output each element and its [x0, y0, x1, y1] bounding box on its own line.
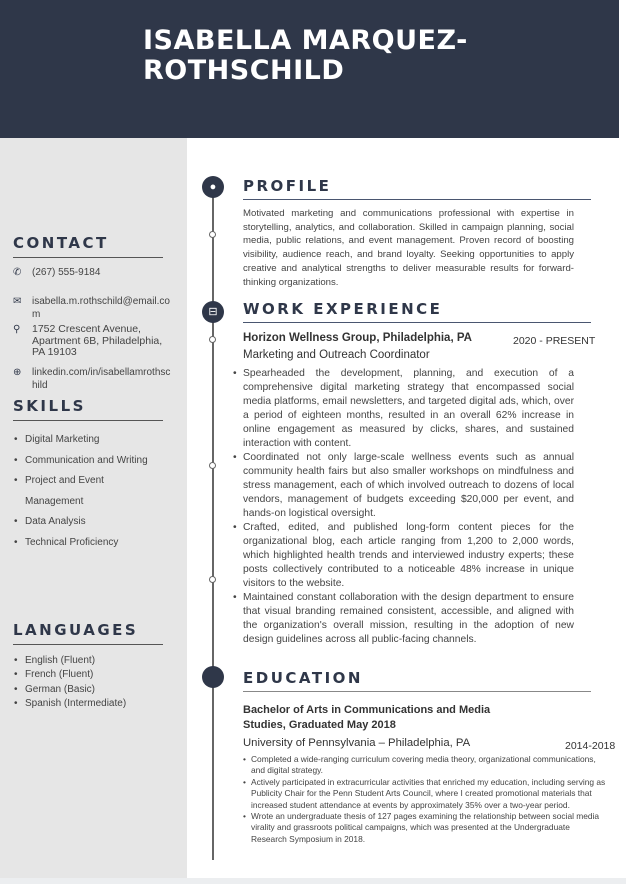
- contact-address: [13, 324, 173, 359]
- contact-email[interactable]: [13, 295, 173, 321]
- language-item: • German (Basic): [14, 683, 126, 697]
- language-item: • English (Fluent): [14, 654, 126, 668]
- education-degree: Bachelor of Arts in Communications and Media Studies, Graduated May 2018: [243, 704, 491, 731]
- education-bullet: • Wrote an undergraduate thesis of 127 pages examining the relationship between social media virality and grassroots political campaigns, which was presented at the Undergraduate Research Symposium in 2018.: [243, 811, 608, 845]
- education-bullet: • Completed a wide-ranging curriculum covering media theory, organizational communications, and digital strategy.: [243, 754, 608, 777]
- briefcase-icon: ⊟: [202, 301, 224, 323]
- languages-list: [14, 654, 126, 712]
- skill-item: • Technical Proficiency: [14, 533, 164, 554]
- work-heading: WORK EXPERIENCE: [243, 300, 591, 323]
- skill-item: • Digital Marketing: [14, 430, 164, 451]
- skills-list: [14, 430, 164, 554]
- education-node: [202, 666, 224, 688]
- phone-icon: ✆: [13, 267, 22, 278]
- education-school: University of Pennsylvania – Philadelphia, PA: [243, 737, 471, 749]
- education-dates: 2014-2018: [565, 740, 616, 752]
- timeline-dot: [209, 336, 216, 343]
- work-bullet: • Maintained constant collaboration with the design department to ensure that visual branding remained consistent, accessible, and aligned with the organization's overall mission, resulting in the adoption of new design guidelines across all public-facing channels.: [233, 591, 574, 647]
- work-bullets: [233, 367, 574, 647]
- timeline-dot: [209, 462, 216, 469]
- page-bottom-edge: [0, 878, 626, 884]
- globe-icon: ⊕: [13, 367, 22, 378]
- timeline-dot: [209, 231, 216, 238]
- email-text[interactable]: isabella.m.rothschild@email.com: [32, 296, 170, 320]
- email-icon: ✉: [13, 296, 22, 307]
- work-bullet: • Crafted, edited, and published long-form content pieces for the organizational blog, each article ranging from 1,200 to 2,000 words, which highlighted health trends and interviewed industry experts; these posts collectively contributed to a noticeable 48% increase in unique visitors to the website.: [233, 521, 574, 591]
- profile-heading: PROFILE: [243, 177, 591, 200]
- languages-heading: LANGUAGES: [13, 621, 163, 645]
- skills-heading: SKILLS: [13, 397, 163, 421]
- address-text: 1752 Crescent Avenue, Apartment 6B, Philadelphia, PA 19103: [32, 323, 163, 358]
- profile-text: Motivated marketing and communications professional with expertise in storytelling, analytics, and collaboration. Skilled in campaign planning, social media, public relations, and event management. Proven record of boosting visibility, audience reach, and brand loyalty. Seeking opportunities to apply creative and analytical strengths to deliver measurable results for forward-thinking organizations.: [243, 208, 574, 288]
- phone-text: (267) 555-9184: [32, 267, 101, 278]
- education-bullets: [243, 754, 608, 845]
- work-title: Marketing and Outreach Coordinator: [243, 349, 430, 361]
- header: [0, 0, 619, 138]
- timeline-dot: [209, 576, 216, 583]
- candidate-name: ISABELLA MARQUEZ-ROTHSCHILD: [143, 25, 468, 86]
- language-item: • Spanish (Intermediate): [14, 697, 126, 711]
- skill-item: • Data Analysis: [14, 512, 164, 533]
- work-bullet: • Spearheaded the development, planning, and execution of a comprehensive digital marketing strategy that encompassed social media platforms, email newsletters, and targeted digital ads, which, over a period of eighteen months, resulted in an overall 62% increase in online engagement as measured by clicks, shares, and sustained interaction with content.: [233, 367, 574, 451]
- language-item: • French (Fluent): [14, 668, 126, 682]
- education-heading: EDUCATION: [243, 669, 591, 692]
- linkedin-text[interactable]: linkedin.com/in/isabellamrothschild: [32, 367, 171, 391]
- timeline-line: [212, 195, 214, 860]
- skill-item: • Communication and Writing: [14, 451, 164, 472]
- contact-heading: CONTACT: [13, 234, 163, 258]
- skill-item: • Project and Event Management: [14, 471, 134, 512]
- work-dates: 2020 - PRESENT: [513, 335, 596, 347]
- location-pin-icon: ⚲: [13, 324, 21, 335]
- work-bullet: • Coordinated not only large-scale wellness events such as annual community health fairs but also smaller workshops on mindfulness and stress management, each of which involved outreach to dozens of local vendors, management of budgets exceeding $20,000 per event, and hands-on logistical oversight.: [233, 451, 574, 521]
- contact-phone: [13, 266, 173, 279]
- work-company: Horizon Wellness Group, Philadelphia, PA: [243, 332, 472, 344]
- person-icon: ●: [202, 176, 224, 198]
- contact-linkedin[interactable]: [13, 366, 173, 392]
- education-bullet: • Actively participated in extracurricular activities that enriched my education, including serving as Publicity Chair for the Penn Student Arts Council, where I created promotional materials that increased student attendance at events by approximately 35% over a two-year period.: [243, 777, 608, 811]
